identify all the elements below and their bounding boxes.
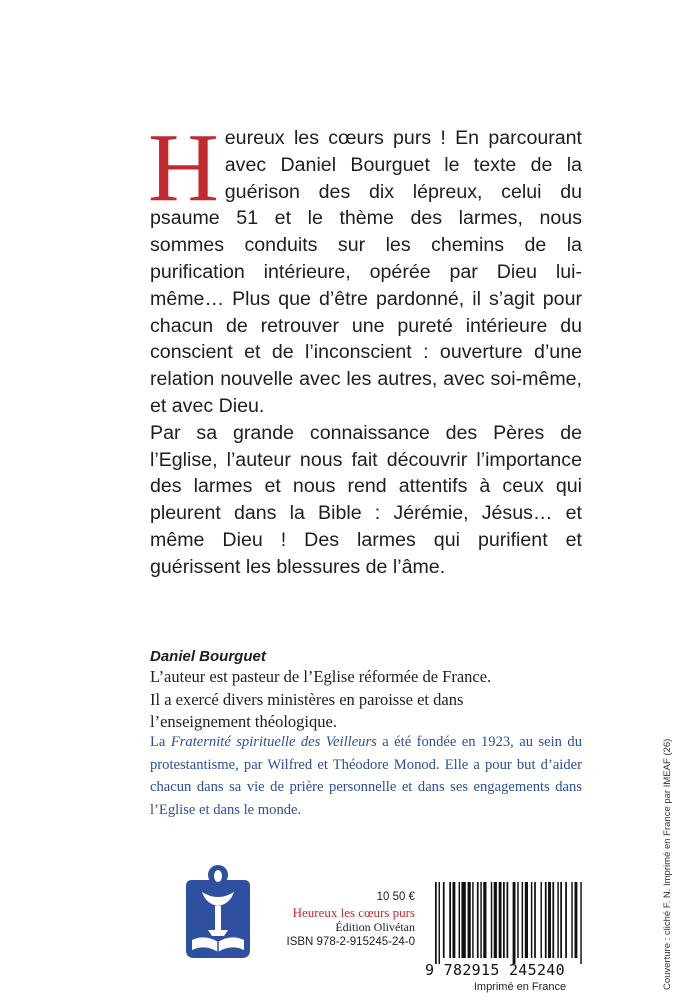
paragraph-1-text: eureux les cœurs purs ! En parcourant avec Daniel Bourguet le texte de la guérison des dix lépreux, celui du psaume 51 et le thème des larmes, nous sommes conduits sur les chemins de la purification intérieure, opérée par Dieu lui-même… Plus que d’être pardonné, il s’agit pour chacun de retrouver une pureté intérieure du conscient et de l’inconscient : ouverture d’une relation nouvelle avec les autres, avec soi-même, et avec Dieu.: [150, 127, 582, 417]
fraternite-paragraph: [150, 731, 582, 821]
fraternite-text: a été fondée en 1923, au sein du protestantisme, par Wilfred et Théodore Monod. Elle a pour but d’aider chacun dans sa vie de prière personnelle et dans ses engagements dans l’Eglise et dans le monde.: [150, 734, 582, 818]
price-block: [270, 890, 415, 950]
barcode-bar: [483, 882, 486, 958]
barcode-bar: [491, 882, 492, 958]
barcode-bar: [522, 882, 523, 958]
lamp-and-open-book-icon: [178, 862, 258, 962]
barcode-bar: [507, 882, 509, 958]
author-bio-line: Il a exercé divers ministères en paroisse et dans: [150, 689, 464, 709]
barcode-bar: [480, 882, 481, 958]
barcode-bar: [571, 882, 572, 958]
barcode-bar: [494, 882, 497, 958]
barcode-bar: [468, 882, 471, 958]
barcode-bar: [580, 882, 581, 964]
barcode-bar: [575, 882, 578, 958]
barcode-caption: Imprimé en France: [473, 981, 567, 993]
fraternite-name: Fraternité spirituelle des Veilleurs: [170, 734, 377, 750]
barcode-bar: [503, 882, 505, 958]
barcode-bar: [560, 882, 562, 958]
paragraph-2: Par sa grande connaissance des Pères de l’Eglise, l’auteur nous fait découvrir l’importance des larmes et nous rend attentifs à ceux qui pleurent dans la Bible : Jérémie, Jésus… et même Dieu ! Des larmes qui purifient et guérissent les blessures de l’âme.: [150, 421, 582, 578]
back-cover-text: [148, 114, 582, 581]
drop-cap: H: [148, 114, 219, 222]
author-name: Daniel Bourguet: [150, 648, 266, 665]
barcode-bar: [565, 882, 567, 958]
barcode-bar: [531, 882, 532, 958]
barcode-bar: [513, 882, 516, 964]
barcode-bar: [534, 882, 536, 958]
barcode-bar: [435, 882, 437, 964]
author-bio-line: L’auteur est pasteur de l’Eglise réformée de France.: [150, 667, 492, 686]
fraternite-prefix: La: [150, 734, 171, 750]
barcode-bar: [449, 882, 451, 958]
barcode-bar: [525, 882, 528, 958]
barcode-bar: [439, 882, 440, 964]
barcode-bar: [541, 882, 542, 958]
barcode-bar: [499, 882, 502, 958]
barcode-bar: [477, 882, 479, 958]
barcode-bar: [517, 882, 518, 958]
barcode-digits: 9 782915 245240: [425, 961, 565, 979]
barcode-bar: [443, 882, 445, 958]
paragraph-1: [148, 114, 582, 420]
barcode-bar: [461, 882, 465, 958]
isbn: ISBN 978-2-915245-24-0: [286, 936, 415, 948]
barcode-bar: [548, 882, 551, 958]
publisher: Édition Olivétan: [335, 920, 415, 934]
price: 10 50 €: [376, 891, 415, 903]
author-bio: [150, 666, 570, 734]
barcode-bar: [552, 882, 554, 958]
book-title: Heureux les cœurs purs: [292, 905, 415, 920]
barcode-bar: [459, 882, 460, 958]
barcode-bar: [472, 882, 473, 958]
cover-credit: Couverture : cliché F. N. Imprimé en France par IMEAF (26): [662, 738, 673, 990]
barcode-bar: [545, 882, 547, 958]
author-bio-line: l’enseignement théologique.: [150, 712, 337, 731]
barcode-bar: [557, 882, 558, 958]
barcode-bar: [452, 882, 455, 958]
